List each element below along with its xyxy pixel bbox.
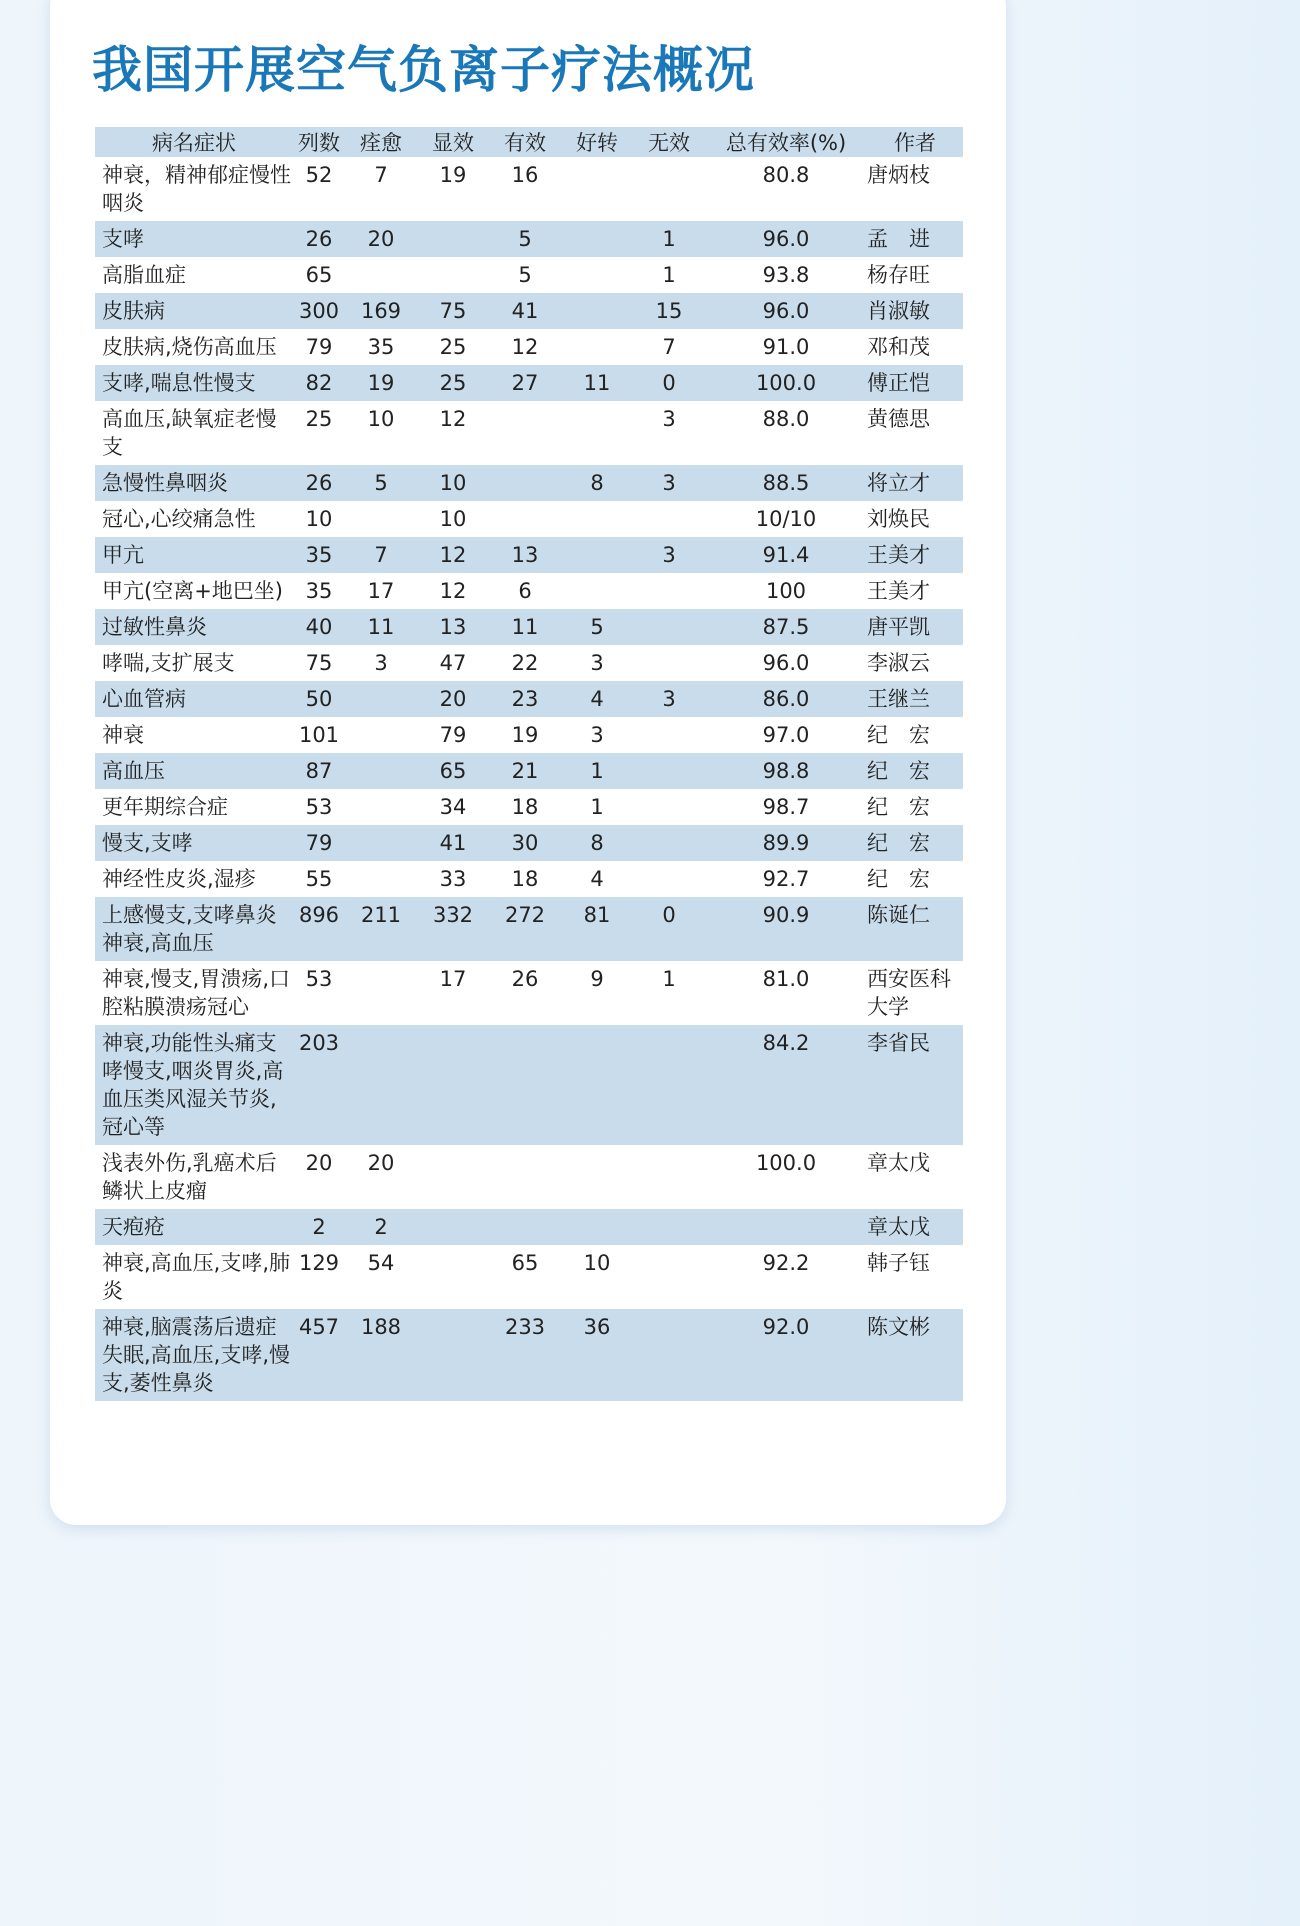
author-cell: 纪 宏 [867,753,963,789]
cured-cell: 19 [345,365,417,401]
marked-effect-cell [417,1145,489,1209]
effective-cell: 12 [511,335,539,359]
ineffective-cell: 7 [662,335,676,359]
improved-cell: 11 [561,365,633,401]
ineffective-cell [633,1025,705,1145]
disease-cell: 支哮 [95,221,293,257]
effective-cell: 272 [489,897,561,961]
cases-cell: 35 [305,579,333,603]
cured-cell [345,789,417,825]
effective-cell: 233 [489,1309,561,1401]
table-row [95,573,963,609]
table-row [95,1245,963,1309]
cases-cell: 52 [305,163,333,187]
disease-cell: 慢支,支哮 [95,825,293,861]
effective-cell: 23 [489,681,561,717]
effective-cell: 18 [511,795,539,819]
total-rate-cell: 96.0 [705,293,867,329]
header-cured: 痊愈 [345,127,417,157]
total-rate-cell: 92.0 [705,1309,867,1401]
therapy-summary-table [95,127,963,1401]
table-row [95,401,963,465]
cases-cell: 896 [293,897,345,961]
author-cell: 陈文彬 [867,1309,963,1401]
author-cell: 孟 进 [867,221,963,257]
cases-cell: 26 [293,221,345,257]
cured-cell: 54 [367,1251,395,1275]
author-cell: 李省民 [867,1025,963,1145]
table-row [95,1145,963,1209]
marked-effect-cell: 41 [417,825,489,861]
disease-cell: 皮肤病 [95,293,293,329]
cured-cell [345,861,417,897]
table-row [95,789,963,825]
disease-cell: 上感慢支,支哮鼻炎神衰,高血压 [95,897,293,961]
cured-cell: 35 [367,335,395,359]
total-rate-cell: 92.2 [762,1251,810,1275]
marked-effect-cell: 75 [417,293,489,329]
author-cell: 章太戊 [867,1151,930,1175]
cured-cell: 7 [345,537,417,573]
marked-effect-cell: 33 [439,867,467,891]
cases-cell: 53 [305,795,333,819]
effective-cell: 13 [489,537,561,573]
total-rate-cell: 91.4 [705,537,867,573]
improved-cell [561,293,633,329]
cases-cell: 26 [293,465,345,501]
marked-effect-cell: 12 [439,579,467,603]
cured-cell: 17 [367,579,395,603]
improved-cell: 8 [561,465,633,501]
cases-cell: 79 [293,825,345,861]
author-cell: 章太戊 [867,1209,963,1245]
ineffective-cell [633,753,705,789]
author-cell: 西安医科大学 [867,967,951,1019]
total-rate-cell: 88.0 [762,407,810,431]
author-cell: 韩子钰 [867,1251,930,1275]
total-rate-cell: 89.9 [705,825,867,861]
cured-cell [345,825,417,861]
improved-cell [561,1145,633,1209]
ineffective-cell [633,573,705,609]
total-rate-cell: 90.9 [705,897,867,961]
cases-cell: 65 [305,263,333,287]
ineffective-cell: 3 [633,465,705,501]
ineffective-cell [633,1309,705,1401]
ineffective-cell: 0 [633,365,705,401]
marked-effect-cell: 47 [439,651,467,675]
disease-cell: 哮喘,支扩展支 [102,651,235,675]
cured-cell: 2 [345,1209,417,1245]
ineffective-cell: 1 [662,263,676,287]
effective-cell: 16 [511,163,539,187]
cases-cell: 79 [305,335,333,359]
disease-cell: 甲亢(空离+地巴坐) [102,579,283,603]
cured-cell: 5 [345,465,417,501]
table-row [95,961,963,1025]
disease-cell: 高血压,缺氧症老慢支 [102,407,277,459]
effective-cell: 26 [511,967,539,991]
author-cell: 邓和茂 [867,335,930,359]
cases-cell: 87 [293,753,345,789]
effective-cell [489,501,561,537]
cured-cell: 211 [345,897,417,961]
total-rate-cell: 92.7 [762,867,810,891]
author-cell: 肖淑敏 [867,293,963,329]
effective-cell: 27 [489,365,561,401]
header-effective: 有效 [489,127,561,157]
header-disease: 病名症状 [95,127,293,157]
marked-effect-cell: 13 [417,609,489,645]
header-total-rate: 总有效率(%) [705,127,867,157]
cured-cell: 188 [345,1309,417,1401]
cured-cell: 10 [367,407,395,431]
effective-cell [489,1209,561,1245]
disease-cell: 过敏性鼻炎 [95,609,293,645]
improved-cell [561,157,633,221]
marked-effect-cell: 25 [439,335,467,359]
disease-cell: 神衰,脑震荡后遗症失眠,高血压,支哮,慢支,萎性鼻炎 [95,1309,293,1401]
disease-cell: 高脂血症 [102,263,186,287]
effective-cell: 22 [511,651,539,675]
header-author: 作者 [867,127,963,157]
improved-cell [561,537,633,573]
author-cell: 黄德思 [867,407,930,431]
marked-effect-cell: 10 [417,465,489,501]
improved-cell: 1 [590,795,604,819]
total-rate-cell: 100 [765,579,807,603]
total-rate-cell: 91.0 [762,335,810,359]
marked-effect-cell: 332 [417,897,489,961]
disease-cell: 神衰，精神郁症慢性 咽炎 [102,163,291,215]
table-row [95,681,963,717]
disease-cell: 皮肤病,烧伤高血压 [102,335,277,359]
table-row [95,1209,963,1245]
effective-cell [489,1025,561,1145]
cured-cell: 11 [345,609,417,645]
total-rate-cell [705,1209,867,1245]
total-rate-cell: 84.2 [705,1025,867,1145]
author-cell: 纪 宏 [867,825,963,861]
cases-cell: 53 [305,967,333,991]
table-row [95,1025,963,1145]
total-rate-cell: 80.8 [762,163,810,187]
cases-cell: 20 [305,1151,333,1175]
author-cell: 李淑云 [867,651,930,675]
cases-cell: 457 [293,1309,345,1401]
effective-cell: 19 [511,723,539,747]
author-cell: 杨存旺 [867,263,930,287]
author-cell: 王美才 [867,579,930,603]
disease-cell: 急慢性鼻咽炎 [95,465,293,501]
ineffective-cell [633,861,705,897]
table-row [95,537,963,573]
disease-cell: 神衰,高血压,支哮,肺炎 [102,1251,291,1303]
ineffective-cell: 3 [633,537,705,573]
marked-effect-cell [417,257,489,293]
improved-cell: 81 [561,897,633,961]
effective-cell: 6 [518,579,532,603]
total-rate-cell: 97.0 [762,723,810,747]
ineffective-cell [633,609,705,645]
ineffective-cell: 3 [662,407,676,431]
cases-cell: 10 [305,507,333,531]
improved-cell: 4 [590,867,604,891]
table-row [95,365,963,401]
marked-effect-cell: 10 [439,507,467,531]
disease-cell: 高血压 [95,753,293,789]
ineffective-cell [633,1209,705,1245]
table-row [95,717,963,753]
table-row [95,825,963,861]
disease-cell: 甲亢 [95,537,293,573]
cases-cell: 2 [293,1209,345,1245]
ineffective-cell: 1 [662,967,676,991]
ineffective-cell: 1 [633,221,705,257]
disease-cell: 更年期综合症 [102,795,228,819]
cured-cell: 7 [374,163,388,187]
ineffective-cell [633,645,705,681]
marked-effect-cell: 65 [417,753,489,789]
author-cell: 傅正恺 [867,365,963,401]
header-improved: 好转 [561,127,633,157]
table-row [95,221,963,257]
ineffective-cell [633,789,705,825]
author-cell: 陈诞仁 [867,897,963,961]
total-rate-cell: 100.0 [705,365,867,401]
table-header-row [95,127,963,157]
improved-cell [561,501,633,537]
table-row [95,465,963,501]
table-row [95,609,963,645]
cured-cell [345,501,417,537]
author-cell: 刘焕民 [867,507,930,531]
disease-cell: 冠心,心绞痛急性 [102,507,256,531]
improved-cell [561,221,633,257]
improved-cell: 9 [590,967,604,991]
effective-cell: 65 [511,1251,539,1275]
cases-cell: 129 [298,1251,340,1275]
cases-cell: 300 [293,293,345,329]
effective-cell: 30 [489,825,561,861]
disease-cell: 支哮,喘息性慢支 [95,365,293,401]
author-cell: 纪 宏 [867,795,930,819]
disease-cell: 神衰,功能性头痛支哮慢支,咽炎胃炎,高血压类风湿关节炎,冠心等 [95,1025,293,1145]
total-rate-cell: 98.8 [705,753,867,789]
table-row [95,501,963,537]
cases-cell: 55 [305,867,333,891]
disease-cell: 神经性皮炎,湿疹 [102,867,256,891]
total-rate-cell: 87.5 [705,609,867,645]
marked-effect-cell: 34 [439,795,467,819]
improved-cell [561,1025,633,1145]
header-ineffective: 无效 [633,127,705,157]
header-cases: 列数 [293,127,345,157]
table-row [95,645,963,681]
improved-cell: 3 [590,651,604,675]
author-cell: 王美才 [867,537,963,573]
marked-effect-cell [417,1209,489,1245]
cured-cell [345,961,417,1025]
marked-effect-cell [417,1025,489,1145]
cases-cell: 82 [293,365,345,401]
ineffective-cell: 15 [633,293,705,329]
total-rate-cell: 10/10 [755,507,817,531]
disease-cell: 神衰,慢支,胃溃疡,口腔粘膜溃疡冠心 [102,967,291,1019]
marked-effect-cell: 12 [439,407,467,431]
table-row [95,293,963,329]
marked-effect-cell [417,221,489,257]
cases-cell: 75 [305,651,333,675]
ineffective-cell [633,717,705,753]
table-row [95,257,963,293]
cured-cell [345,1025,417,1145]
author-cell: 将立才 [867,465,963,501]
page-title: 我国开展空气负离子疗法概况 [92,41,755,99]
effective-cell: 5 [518,263,532,287]
disease-cell: 心血管病 [95,681,293,717]
ineffective-cell [633,157,705,221]
cured-cell: 169 [345,293,417,329]
cases-cell: 203 [293,1025,345,1145]
ineffective-cell [633,1145,705,1209]
ineffective-cell [633,1245,705,1309]
total-rate-cell: 96.0 [705,221,867,257]
disease-cell: 浅表外伤,乳癌术后鳞状上皮瘤 [102,1151,277,1203]
improved-cell: 3 [590,723,604,747]
effective-cell [489,465,561,501]
effective-cell [489,401,561,465]
improved-cell [561,573,633,609]
improved-cell: 4 [561,681,633,717]
marked-effect-cell: 20 [417,681,489,717]
cases-cell: 40 [293,609,345,645]
cured-cell [345,681,417,717]
effective-cell [489,1145,561,1209]
table-row [95,1309,963,1401]
author-cell: 纪 宏 [867,723,930,747]
disease-cell: 神衰 [102,723,144,747]
effective-cell: 41 [489,293,561,329]
total-rate-cell: 81.0 [762,967,810,991]
total-rate-cell: 96.0 [762,651,810,675]
cured-cell [345,257,417,293]
cured-cell: 20 [367,1151,395,1175]
cured-cell: 3 [374,651,388,675]
improved-cell: 5 [561,609,633,645]
cases-cell: 50 [293,681,345,717]
author-cell: 唐炳枝 [867,163,930,187]
author-cell: 王继兰 [867,681,963,717]
disease-cell: 天疱疮 [95,1209,293,1245]
table-row [95,897,963,961]
ineffective-cell [633,825,705,861]
marked-effect-cell: 12 [417,537,489,573]
marked-effect-cell [417,1309,489,1401]
header-marked-effect: 显效 [417,127,489,157]
improved-cell: 36 [561,1309,633,1401]
marked-effect-cell [417,1245,489,1309]
improved-cell [561,1209,633,1245]
author-cell: 唐平凯 [867,609,963,645]
table-row [95,157,963,221]
ineffective-cell: 3 [633,681,705,717]
effective-cell: 18 [511,867,539,891]
marked-effect-cell: 25 [417,365,489,401]
table-row [95,753,963,789]
improved-cell: 10 [583,1251,611,1275]
cases-cell: 101 [298,723,340,747]
total-rate-cell: 88.5 [705,465,867,501]
marked-effect-cell: 19 [439,163,467,187]
effective-cell: 11 [489,609,561,645]
improved-cell: 1 [561,753,633,789]
total-rate-cell: 100.0 [755,1151,817,1175]
cases-cell: 35 [293,537,345,573]
ineffective-cell [633,501,705,537]
author-cell: 纪 宏 [867,867,930,891]
improved-cell [561,329,633,365]
marked-effect-cell: 17 [439,967,467,991]
total-rate-cell: 86.0 [705,681,867,717]
cases-cell: 25 [305,407,333,431]
total-rate-cell: 98.7 [762,795,810,819]
table-row [95,329,963,365]
ineffective-cell: 0 [633,897,705,961]
cured-cell: 20 [345,221,417,257]
total-rate-cell: 93.8 [762,263,810,287]
effective-cell: 21 [489,753,561,789]
improved-cell [561,257,633,293]
effective-cell: 5 [489,221,561,257]
marked-effect-cell: 79 [439,723,467,747]
improved-cell: 8 [561,825,633,861]
cured-cell [345,753,417,789]
cured-cell [345,717,417,753]
improved-cell [561,401,633,465]
table-row [95,861,963,897]
